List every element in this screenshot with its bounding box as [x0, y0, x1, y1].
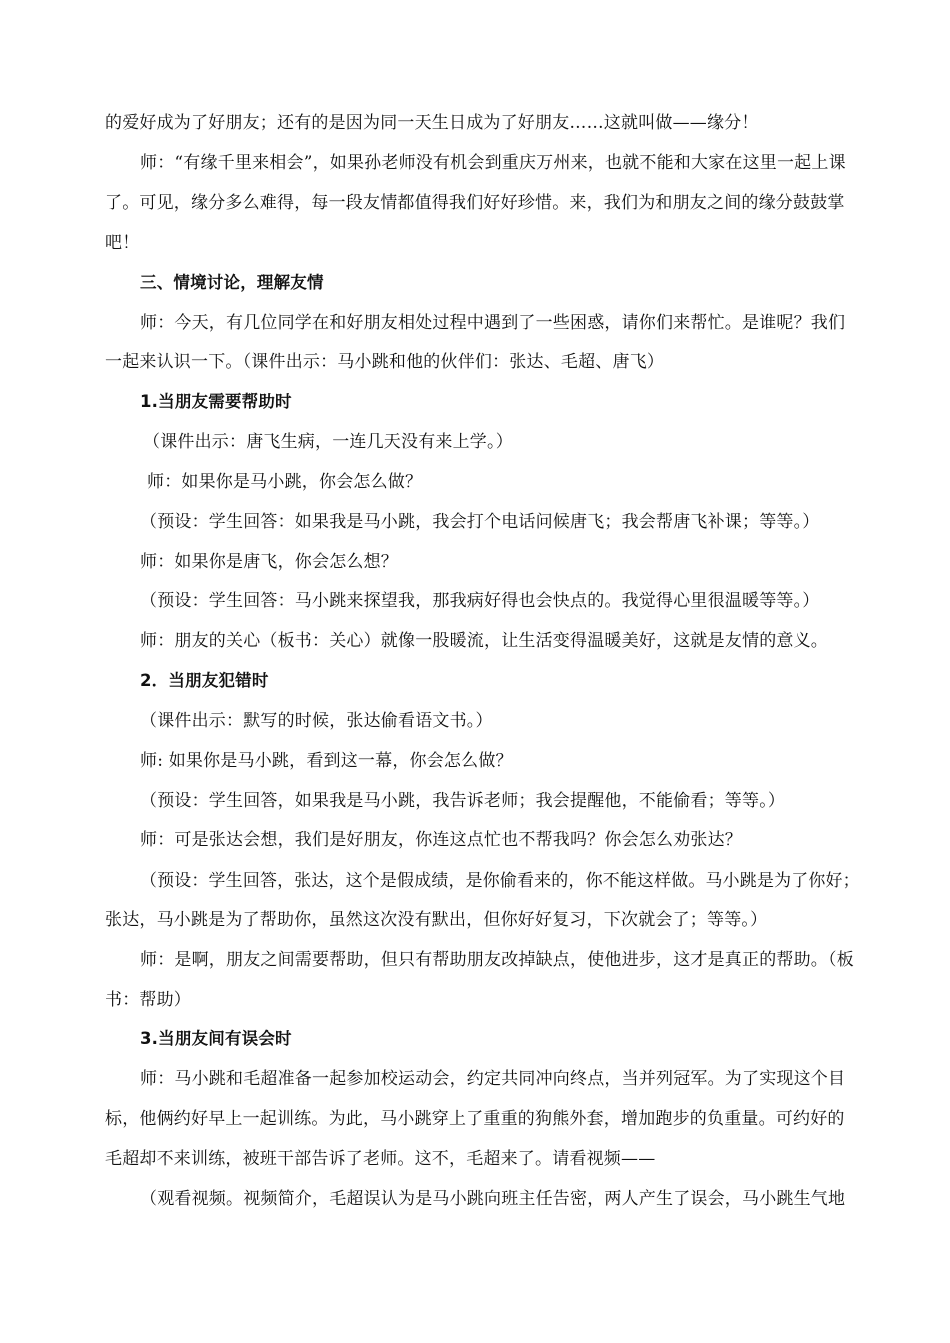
- text-line: （课件出示：默写的时候，张达偷看语文书。）: [140, 711, 493, 731]
- text-line: （课件出示：唐飞生病，一连几天没有来上学。）: [143, 432, 513, 452]
- text-line: 师：“有缘千里来相会”，如果孙老师没有机会到重庆万州来，也就不能和大家在这里一起上课: [140, 153, 846, 173]
- text-line: 师：是啊，朋友之间需要帮助，但只有帮助朋友改掉缺点，使他进步，这才是真正的帮助。（板: [140, 950, 854, 970]
- text-line: 毛超却不来训练，被班干部告诉了老师。这不，毛超来了。请看视频——: [105, 1149, 656, 1169]
- subsection-heading: 2．当朋友犯错时: [140, 671, 269, 690]
- text-line: （预设：学生回答：马小跳来探望我，那我病好得也会快点的。我觉得心里很温暖等等。）: [140, 591, 820, 611]
- text-line: 师：朋友的关心（板书：关心）就像一股暖流，让生活变得温暖美好，这就是友情的意义。: [140, 631, 828, 651]
- subsection-heading: 1.当朋友需要帮助时: [140, 392, 292, 411]
- text-line: 师: 如果你是马小跳，看到这一幕，你会怎么做？: [140, 751, 513, 771]
- text-line: 吧！: [105, 233, 140, 253]
- text-line: 师：如果你是马小跳，你会怎么做？: [147, 472, 423, 492]
- text-line: 师：如果你是唐飞，你会怎么想？: [140, 552, 398, 572]
- text-line: 师：可是张达会想，我们是好朋友，你连这点忙也不帮我吗？你会怎么劝张达？: [140, 830, 742, 850]
- section-heading: 三、情境讨论，理解友情: [140, 273, 324, 292]
- text-line: （预设：学生回答：如果我是马小跳，我会打个电话问候唐飞；我会帮唐飞补课；等等。）: [140, 512, 820, 532]
- text-line: 张达，马小跳是为了帮助你，虽然这次没有默出，但你好好复习，下次就会了；等等。）: [105, 910, 768, 930]
- text-line: 书：帮助）: [105, 990, 191, 1010]
- text-line: 一起来认识一下。（课件出示：马小跳和他的伙伴们：张达、毛超、唐飞）: [105, 352, 665, 372]
- text-line: 了。可见，缘分多么难得，每一段友情都值得我们好好珍惜。来，我们为和朋友之间的缘分鼓鼓掌: [105, 193, 845, 213]
- text-line: 的爱好成为了好朋友；还有的是因为同一天生日成为了好朋友……这就叫做——缘分！: [105, 113, 759, 133]
- text-line: （观看视频。视频简介，毛超误认为是马小跳向班主任告密，两人产生了误会，马小跳生气地: [140, 1189, 846, 1209]
- text-line: 师：今天，有几位同学在和好朋友相处过程中遇到了一些困惑，请你们来帮忙。是谁呢？我们: [140, 313, 846, 333]
- subsection-heading: 3.当朋友间有误会时: [140, 1029, 292, 1048]
- text-line: （预设：学生回答，如果我是马小跳，我告诉老师；我会提醒他，不能偷看；等等。）: [140, 791, 786, 811]
- text-line: 标，他俩约好早上一起训练。为此，马小跳穿上了重重的狗熊外套，增加跑步的负重量。可约好的: [105, 1109, 845, 1129]
- text-line: 师：马小跳和毛超准备一起参加校运动会，约定共同冲向终点，当并列冠军。为了实现这个目: [140, 1069, 846, 1089]
- text-line: （预设：学生回答，张达，这个是假成绩，是你偷看来的，你不能这样做。马小跳是为了你好；: [140, 870, 860, 890]
